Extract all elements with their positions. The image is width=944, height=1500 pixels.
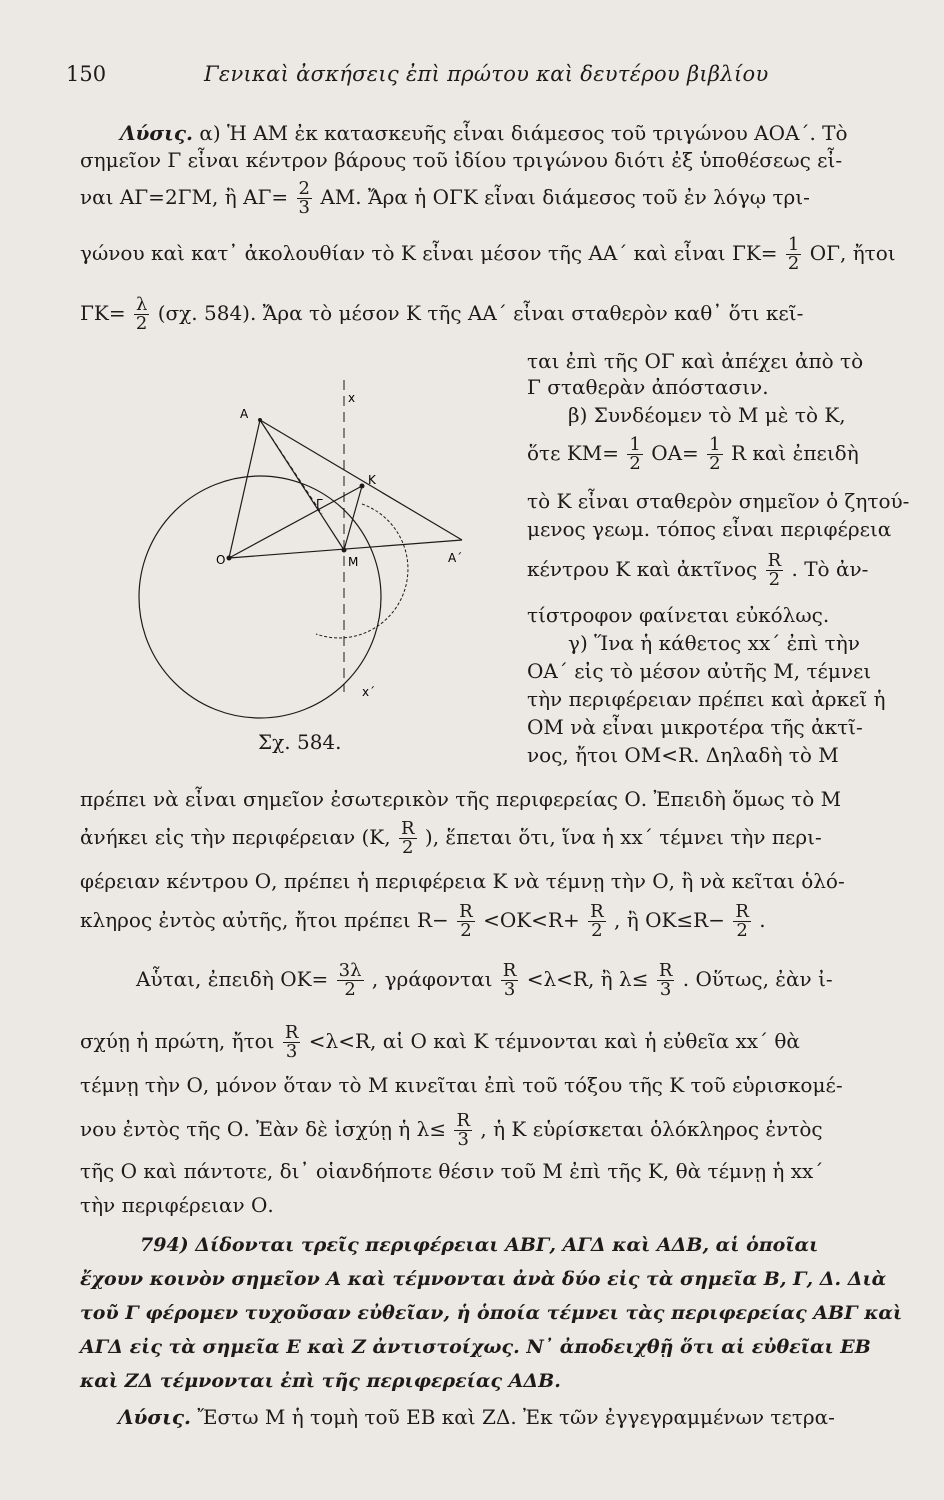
text-line <box>80 236 896 273</box>
text-span: ΟΓ, ἤτοι <box>809 241 896 265</box>
fraction: $\frac{R}{2}$ <box>735 901 749 941</box>
circle-k-arc <box>316 504 408 638</box>
text-line <box>80 296 803 333</box>
circle-o <box>139 476 381 718</box>
text-span: ναι ΑΓ=2ΓΜ, ἢ ΑΓ= <box>80 185 289 209</box>
text-span: ὅτε ΚΜ= <box>527 441 620 465</box>
fraction: $\frac{R}{2}$ <box>400 818 415 858</box>
text-line: τῆς Ο καὶ πάντοτε, δι᾽ οἱανδήποτε θέσιν τοῦ Μ ἐπὶ τῆς Κ, θὰ τέμνῃ ἡ xx΄ <box>80 1159 824 1183</box>
text-span: . Τὸ ἀν- <box>791 557 869 581</box>
text-line: τέμνῃ τὴν Ο, μόνον ὅταν τὸ Μ κινεῖται ἐπὶ τοῦ τόξου τῆς Κ τοῦ εὑρισκομέ- <box>80 1073 843 1097</box>
text-span: ΑΜ. Ἄρα ἡ ΟΓΚ εἶναι διάμεσος τοῦ ἐν λόγῳ τρι- <box>320 185 810 209</box>
text-span: σχύῃ ἡ πρώτη, ἤτοι <box>80 1029 275 1053</box>
fraction: $\frac{1}{2}$ <box>629 434 641 474</box>
text-span: R καὶ ἐπειδὴ <box>730 441 859 465</box>
text-span: (Κ, <box>361 825 391 849</box>
text-line: τὴν περιφέρειαν Ο. <box>80 1193 274 1217</box>
text-span: ), ἕπεται ὅτι, ἵνα ἡ xx΄ τέμνει τὴν περι- <box>424 825 822 849</box>
fraction: $\frac{3\lambda}{2}$ <box>338 960 362 1000</box>
fraction: $\frac{R}{3}$ <box>658 960 673 1000</box>
segment-a-g <box>260 420 322 514</box>
text-line <box>80 180 810 217</box>
fraction: $\frac{R}{3}$ <box>284 1022 299 1062</box>
geometry-figure <box>76 362 516 722</box>
text-line: γ) Ἵνα ἡ κάθετος xx΄ ἐπὶ τὴν <box>568 631 860 655</box>
text-line <box>120 120 848 146</box>
exercise-line: ΑΓΔ εἰς τὰ σημεῖα Ε καὶ Ζ ἀντιστοίχως. Ν᾽ ἀποδειχθῇ ὅτι αἱ εὐθεῖαι ΕΒ <box>80 1336 871 1358</box>
text-span: <ΟΚ<R+ <box>483 908 580 932</box>
text-line: τίστροφον φαίνεται εὐκόλως. <box>527 603 830 627</box>
text-line <box>80 1112 823 1149</box>
text-span: Ἔστω Μ ἡ τομὴ τοῦ ΕΒ καὶ ΖΔ. Ἐκ τῶν ἐγγεγραμμένων τετρα- <box>197 1405 835 1429</box>
text-span: . <box>759 908 766 932</box>
fraction: $\frac{2}{3}$ <box>298 178 310 218</box>
fraction: $\frac{\lambda}{2}$ <box>135 294 148 334</box>
text-span: ἀνήκει εἰς τὴν περιφέρειαν <box>80 825 356 849</box>
text-span: Αὗται, ἐπειδὴ ΟΚ= <box>136 967 329 991</box>
text-span: νου ἐντὸς τῆς Ο. Ἐὰν δὲ ἰσχύῃ ἡ λ≤ <box>80 1117 447 1141</box>
fraction: $\frac{R}{3}$ <box>456 1110 471 1150</box>
label-g: Γ <box>316 497 323 511</box>
point-k <box>360 484 365 489</box>
text-span: α) Ἡ ΑΜ ἐκ κατασκευῆς εἶναι διάμεσος τοῦ τριγώνου ΑΟΑ΄. Τὸ <box>199 121 848 145</box>
text-span: ΓΚ= <box>80 301 126 325</box>
point-m <box>342 548 347 553</box>
text-line <box>527 436 859 473</box>
text-line: πρέπει νὰ εἶναι σημεῖον ἐσωτερικὸν τῆς περιφερείας Ο. Ἐπειδὴ ὅμως τὸ Μ <box>80 787 842 811</box>
text-line <box>80 1024 800 1061</box>
exercise-line: 794) Δίδονται τρεῖς περιφέρειαι ΑΒΓ, ΑΓΔ καὶ ΑΔΒ, αἱ ὁποῖαι <box>140 1234 819 1256</box>
page-number: 150 <box>66 62 107 86</box>
text-line: ΟΑ΄ εἰς τὸ μέσον αὐτῆς Μ, τέμνει <box>527 659 872 683</box>
exercise-line: καὶ ΖΔ τέμνονται ἐπὶ τῆς περιφερείας ΑΔΒ. <box>80 1370 561 1392</box>
text-line: ται ἐπὶ τῆς ΟΓ καὶ ἀπέχει ἀπὸ τὸ <box>527 349 864 373</box>
label-k: Κ <box>368 473 376 487</box>
exercise-line: τοῦ Γ φέρομεν τυχοῦσαν εὐθεῖαν, ἡ ὁποία τέμνει τὰς περιφερείας ΑΒΓ καὶ <box>80 1302 903 1324</box>
text-span: κέντρου Κ καὶ ἀκτῖνος <box>527 557 758 581</box>
label-m: Μ <box>348 555 359 569</box>
fraction: $\frac{R}{2}$ <box>767 550 782 590</box>
text-line: β) Συνδέομεν τὸ Μ μὲ τὸ Κ, <box>568 403 846 427</box>
text-span: , γράφονται <box>371 967 493 991</box>
text-line: ΟΜ νὰ εἶναι μικροτέρα τῆς ἀκτῖ- <box>527 715 863 739</box>
fraction: $\frac{R}{3}$ <box>502 960 517 1000</box>
text-span: (σχ. 584). Ἄρα τὸ μέσον Κ τῆς ΑΑ΄ εἶναι σταθερὸν καθ᾽ ὅτι κεῖ- <box>157 301 804 325</box>
text-line <box>118 1404 835 1430</box>
text-span: <λ<R, ἢ λ≤ <box>526 967 649 991</box>
text-line: νος, ἤτοι ΟΜ<R. Δηλαδὴ τὸ Μ <box>527 743 839 767</box>
point-o <box>227 556 232 561</box>
text-line: μενος γεωμ. τόπος εἶναι περιφέρεια <box>527 517 892 541</box>
text-span: κληρος ἐντὸς αὐτῆς, ἤτοι πρέπει R− <box>80 908 449 932</box>
text-span: <λ<R, αἱ Ο καὶ Κ τέμνονται καὶ ἡ εὐθεῖα xx΄ θὰ <box>308 1029 800 1053</box>
text-span: . Οὕτως, ἐὰν ἰ- <box>682 967 833 991</box>
label-x: x <box>348 391 356 405</box>
exercise-line: ἔχουν κοινὸν σημεῖον Α καὶ τέμνονται ἀνὰ δύο εἰς τὰ σημεῖα Β, Γ, Δ. Διὰ <box>80 1268 887 1290</box>
text-line: φέρειαν κέντρου Ο, πρέπει ἡ περιφέρεια Κ νὰ τέμνῃ τὴν Ο, ἢ νὰ κεῖται ὁλό- <box>80 869 845 893</box>
text-line: τὸ Κ εἶναι σταθερὸν σημεῖον ὁ ζητού- <box>527 489 910 513</box>
solution-label: Λύσις. <box>118 1405 191 1429</box>
label-a2: Α΄ <box>448 551 463 565</box>
text-span: γώνου καὶ κατ᾽ ἀκολουθίαν τὸ Κ εἶναι μέσον τῆς ΑΑ΄ καὶ εἶναι ΓΚ= <box>80 241 778 265</box>
fraction: $\frac{1}{2}$ <box>709 434 721 474</box>
text-line: τὴν περιφέρειαν πρέπει καὶ ἀρκεῖ ἡ <box>527 687 886 711</box>
fraction: $\frac{1}{2}$ <box>787 234 800 274</box>
label-o: Ο <box>216 553 226 567</box>
label-x2: x΄ <box>362 685 376 699</box>
solution-label: Λύσις. <box>120 121 193 145</box>
segment-oa <box>229 420 260 558</box>
figure-caption: Σχ. 584. <box>258 730 342 754</box>
point-a <box>258 418 262 422</box>
text-line <box>80 903 766 940</box>
text-span: , ἡ Κ εὑρίσκεται ὁλόκληρος ἐντὸς <box>480 1117 823 1141</box>
fraction: $\frac{R}{2}$ <box>590 901 604 941</box>
running-title: Γενικαὶ ἀσκήσεις ἐπὶ πρώτου καὶ δευτέρου βιβλίου <box>204 62 769 86</box>
text-line <box>527 552 868 589</box>
text-line: σημεῖον Γ εἶναι κέντρον βάρους τοῦ ἰδίου τριγώνου διότι ἐξ ὑποθέσεως εἶ- <box>80 148 843 172</box>
fraction: $\frac{R}{2}$ <box>459 901 473 941</box>
label-a: Α <box>240 407 249 421</box>
text-span: , ἢ ΟΚ≤R− <box>614 908 725 932</box>
text-line <box>136 962 833 999</box>
text-span: ΟΑ= <box>651 441 699 465</box>
segment-km <box>344 486 362 550</box>
text-line: Γ σταθερὰν ἀπόστασιν. <box>527 375 769 399</box>
text-line <box>80 820 822 857</box>
